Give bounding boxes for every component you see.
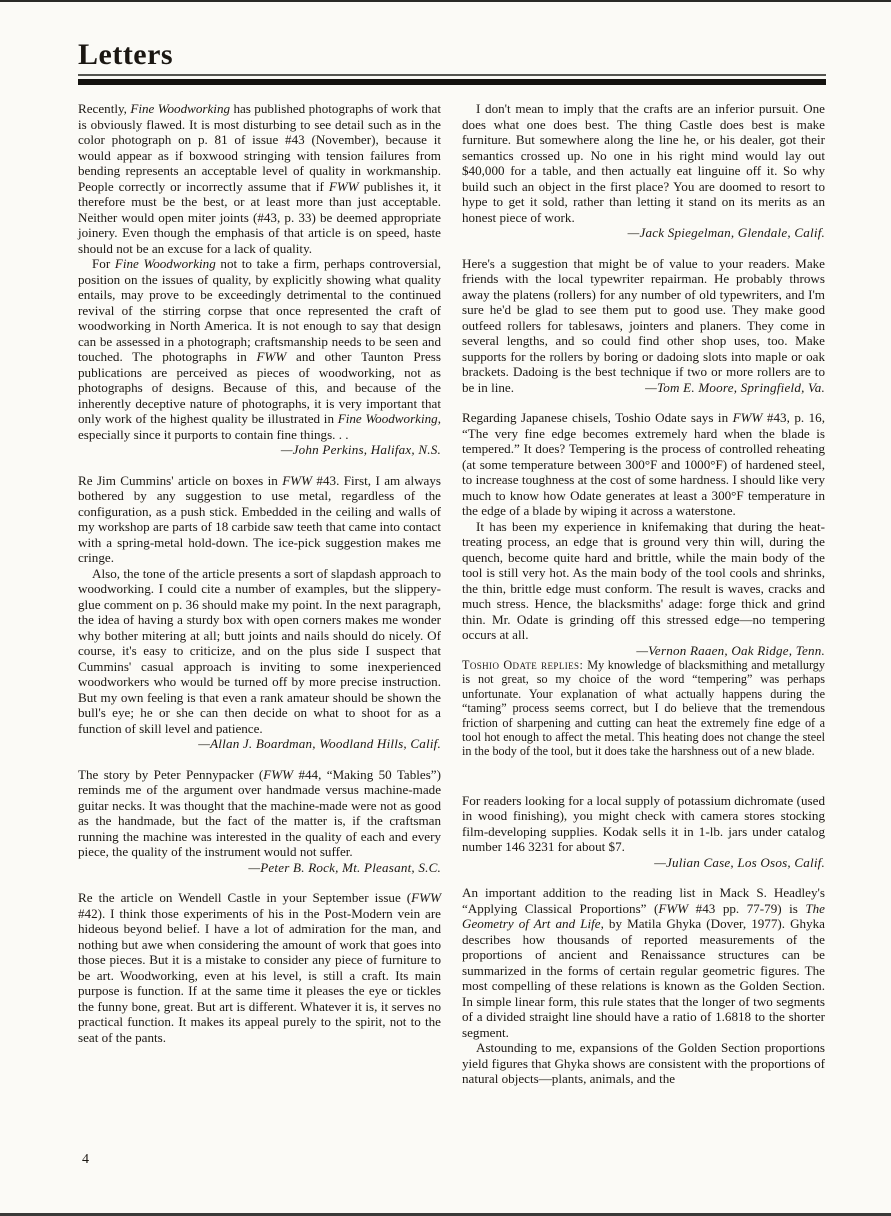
letter-paragraph: For Fine Woodworking not to take a firm, perhaps controversial, position on the issues of quality, by explicitly showing what quality entails, may prove to be exceedingly detrimental to the continued revival of the stirring corpse that once represented the craft of woodworking in North America. It is not enough to say that design can be assessed in a photograph; craftsmanship needs to be seen and touched. The photographs in FWW and other Taunton Press publications are perceived as pieces of woodworking, not as photographs of designs. Because of this, and because of the inherently deceptive nature of photographs, it is very important that only work of the highest quality be illustrated in Fine Woodworking, especially since it purports to contain fine things. . . xyxy=(78,256,441,442)
letter-paragraph: Also, the tone of the article presents a sort of slapdash approach to woodworking. I could cite a number of examples, but the slippery-glue comment on p. 36 should make my point. In the next paragraph, the idea of having a sturdy box with open corners makes me wonder why bother mitering at all; butt joints and nails should do nicely. Of course, it's easy to criticize, and on the plus side I suspect that Cummins' casual approach is inviting to some inexperienced woodworkers who would be turned off by more precise instruction. But my own feeling is that even a rank amateur should be shown the bull's eye; he or she can then decide on what to shoot for as a function of skill level and patience. xyxy=(78,565,441,736)
editor-reply: Toshio Odate replies: My knowledge of blacksmithing and metallurgy is not great, so my choice of the word “tempering” was perhaps unfortunate. Your explanation of what actually happens during the “taming” process seems correct, but I do believe that the tremendous friction of sharpening and cutting can heat the extremely fine edge of a tool hot enough to affect the metal. This heating does not change the steel in the body of the tool, but it does take the harshness out of a new blade. xyxy=(462,658,825,759)
section-title: Letters xyxy=(78,38,174,71)
reply-lead: Toshio Odate replies: xyxy=(462,658,588,672)
signature-line: —Tom E. Moore, Springfield, Va. xyxy=(645,379,825,395)
letter-paragraph: I don't mean to imply that the crafts are an inferior pursuit. One does what one does best. The thing Castle does best is make furniture. But somewhere along the line he, or his dealer, got their semantics crossed up. No one in his right mind would lay out $40,000 for a table, and then actually eat linguine off it. So why build such an object in the first place? You are doomed to resort to hype to get it sold, rather than letting it stand on its merits as an honest piece of work. xyxy=(462,101,825,225)
letter-paragraph: For readers looking for a local supply of potassium dichromate (used in wood finishing), you might check with camera stores stocking film-developing supplies. Kodak sells it in 1-lb. jars under catalog number 146 3231 for about $7. xyxy=(462,792,825,855)
column-left xyxy=(78,101,441,1087)
letter-paragraph: Re Jim Cummins' article on boxes in FWW #43. First, I am always bothered by any suggestion to use metal, regardless of the configuration, as a push stick. Embedded in the ceiling and walls of my workshop are parts of 18 carbide saw teeth that came into contact with a spring-metal hold-down. The ice-pick suggestion makes me cringe. xyxy=(78,472,441,565)
signature-line: —John Perkins, Halifax, N.S. xyxy=(280,442,441,457)
letter-paragraph: Astounding to me, expansions of the Golden Section proportions yield figures that Ghyka shows are consistent with the proportions of natural objects—plants, animals, and the xyxy=(462,1040,825,1087)
page-number: 4 xyxy=(82,1152,89,1167)
signature-line: —Allan J. Boardman, Woodland Hills, Calif. xyxy=(198,736,441,751)
signature-line: —Jack Spiegelman, Glendale, Calif. xyxy=(627,225,825,240)
letter-paragraph: Recently, Fine Woodworking has published photographs of work that is obviously flawed. It is most disturbing to see detail such as in the color photograph on p. 81 of issue #43 (November), because it would appear as if boxwood stringing with tension failures from bending represents an acceptable level of quality in workmanship. People correctly or incorrectly assume that if FWW publishes it, it therefore must be the best, or at least more than just acceptable. Neither would open miter joints (#43, p. 33) be deemed appropriate joinery. Even though the emphasis of that article is on speed, haste should not be an excuse for a lack of quality. xyxy=(78,101,442,256)
letters-columns xyxy=(78,101,826,1087)
letter-paragraph: It has been my experience in knifemaking that during the heat-treating process, an edge that is ground very thin will, during the quench, become quite hard and brittle, while the main body of the tool is still very hot. As the main body of the tool cools and shrinks, the thin, brittle edge must conform. The result is waves, cracks and much stress. Hence, the blacksmiths' adage: forge thick and grind thin. Mr. Odate is grinding off this stressed edge—no tempering occurs at all. xyxy=(462,518,825,642)
letter-paragraph: The story by Peter Pennypacker (FWW #44, “Making 50 Tables”) reminds me of the argument over handmade versus machine-made guitar necks. It was thought that the machine-made were not as good as the handmade, but the fact of the matter is, if the craftsman running the machine was interested in the quality of each and every piece, the quality of the instrument would not suffer. xyxy=(78,766,441,859)
top-edge-bar xyxy=(0,0,891,2)
letter-paragraph: Re the article on Wendell Castle in your September issue (FWW #42). I think those experiments of his in the Post-Modern vein are hideous beyond belief. I have a lot of admiration for the man, and nothing but awe when considering the amount of work that goes into those pieces. But it is a mistake to consider any piece of furniture to be art. Woodworking, even at his level, is still a craft. Its main purpose is function. If at the same time it pleases the eye or tickles the funny bone, great. But art is different. Whatever it is, it serves no practical function. It makes its appeal purely to the spirit, not to the seat of the pants. xyxy=(78,890,441,1045)
signature-line: —Julian Case, Los Osos, Calif. xyxy=(654,854,825,870)
header-rule-thick xyxy=(78,79,826,85)
letter-paragraph: Here's a suggestion that might be of value to your readers. Make friends with the local typewriter repairman. He probably throws away the platens (rollers) for any number of old typewriters, and I'm sure he'd be glad to see them put to good use. They make good outfeed rollers for tablesaws, jointers and planers. They come in several lengths, and so could find other shop uses, too. Make supports for the rollers by boring or dadoing slots into maple or oak brackets. Dadoing is the best technique if two or more rollers are to be in line. xyxy=(462,255,825,395)
letter-paragraph: An important addition to the reading list in Mack S. Headley's “Applying Classical Proportions” (FWW #43 pp. 77-79) is The Geometry of Art and Life, by Matila Ghyka (Dover, 1977). Ghyka describes how thousands of reported measurements of the proportions of ancient and Renaissance structures can be summarized in the forms of certain regular geometric figures. The most compelling of these relations is known as the Golden Section. In simple linear form, this rule states that the longer of two segments of a divided straight line should have a ratio of 1.6818 to the shorter segment. xyxy=(462,885,825,1040)
signature-line: —Vernon Raaen, Oak Ridge, Tenn. xyxy=(636,642,825,658)
page-content xyxy=(78,40,826,1087)
signature-line: —Peter B. Rock, Mt. Pleasant, S.C. xyxy=(248,859,441,875)
letter-paragraph: Regarding Japanese chisels, Toshio Odate says in FWW #43, p. 16, “The very fine edge becomes extremely hard when the blade is tempered.” It does? Tempering is the process of controlled reheating (at some temperature between 300°F and 1000°F) of hardened steel, to increase toughness at the cost of some hardness. I should like very much to know how Odate generates at least a 300°F temperature in the edge of a blade by wiping it across a waterstone. xyxy=(462,410,825,518)
header-rule-thin xyxy=(78,74,826,76)
column-right xyxy=(462,101,825,1087)
